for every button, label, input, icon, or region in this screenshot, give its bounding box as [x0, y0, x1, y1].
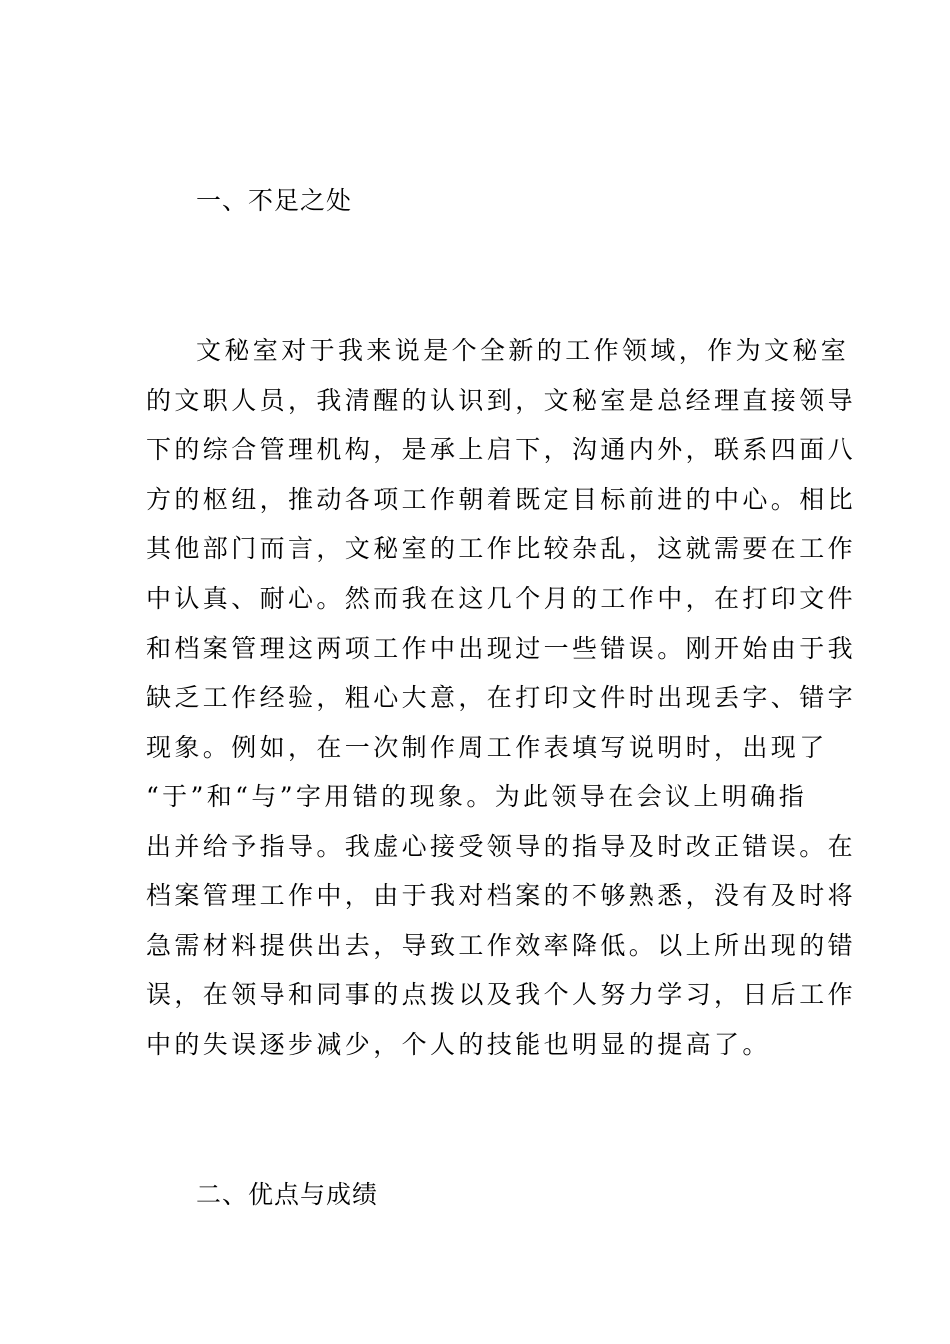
paragraph-line: 和档案管理这两项工作中出现过一些错误。刚开始由于我 — [146, 634, 857, 663]
paragraph-line: 急需材料提供出去，导致工作效率降低。以上所出现的错 — [146, 931, 857, 960]
paragraph-line: 文秘室对于我来说是个全新的工作领域，作为文秘室 — [196, 336, 850, 365]
paragraph-line: 的文职人员，我清醒的认识到，文秘室是总经理直接领导 — [146, 386, 857, 415]
paragraph-line: 出并给予指导。我虚心接受领导的指导及时改正错误。在 — [146, 832, 857, 861]
section-heading-strengths: 二、优点与成绩 — [196, 1180, 379, 1209]
paragraph-line: 现象。例如，在一次制作周工作表填写说明时，出现了 — [146, 733, 828, 762]
paragraph-line: 缺乏工作经验，粗心大意，在打印文件时出现丢字、错字 — [146, 683, 857, 712]
section-heading-shortcomings: 一、不足之处 — [196, 186, 353, 215]
paragraph-line: 其他部门而言，文秘室的工作比较杂乱，这就需要在工作 — [146, 534, 857, 563]
paragraph-line: 中认真、耐心。然而我在这几个月的工作中，在打印文件 — [146, 584, 857, 613]
paragraph-line: “于”和“与”字用错的现象。为此领导在会议上明确指 — [146, 782, 808, 811]
paragraph-line: 档案管理工作中，由于我对档案的不够熟悉，没有及时将 — [146, 881, 857, 910]
paragraph-line: 下的综合管理机构，是承上启下，沟通内外，联系四面八 — [146, 435, 857, 464]
paragraph-line: 中的失误逐步减少，个人的技能也明显的提高了。 — [146, 1030, 771, 1059]
paragraph-line: 方的枢纽，推动各项工作朝着既定目标前进的中心。相比 — [146, 485, 857, 514]
paragraph-line: 误，在领导和同事的点拨以及我个人努力学习，日后工作 — [146, 980, 857, 1009]
